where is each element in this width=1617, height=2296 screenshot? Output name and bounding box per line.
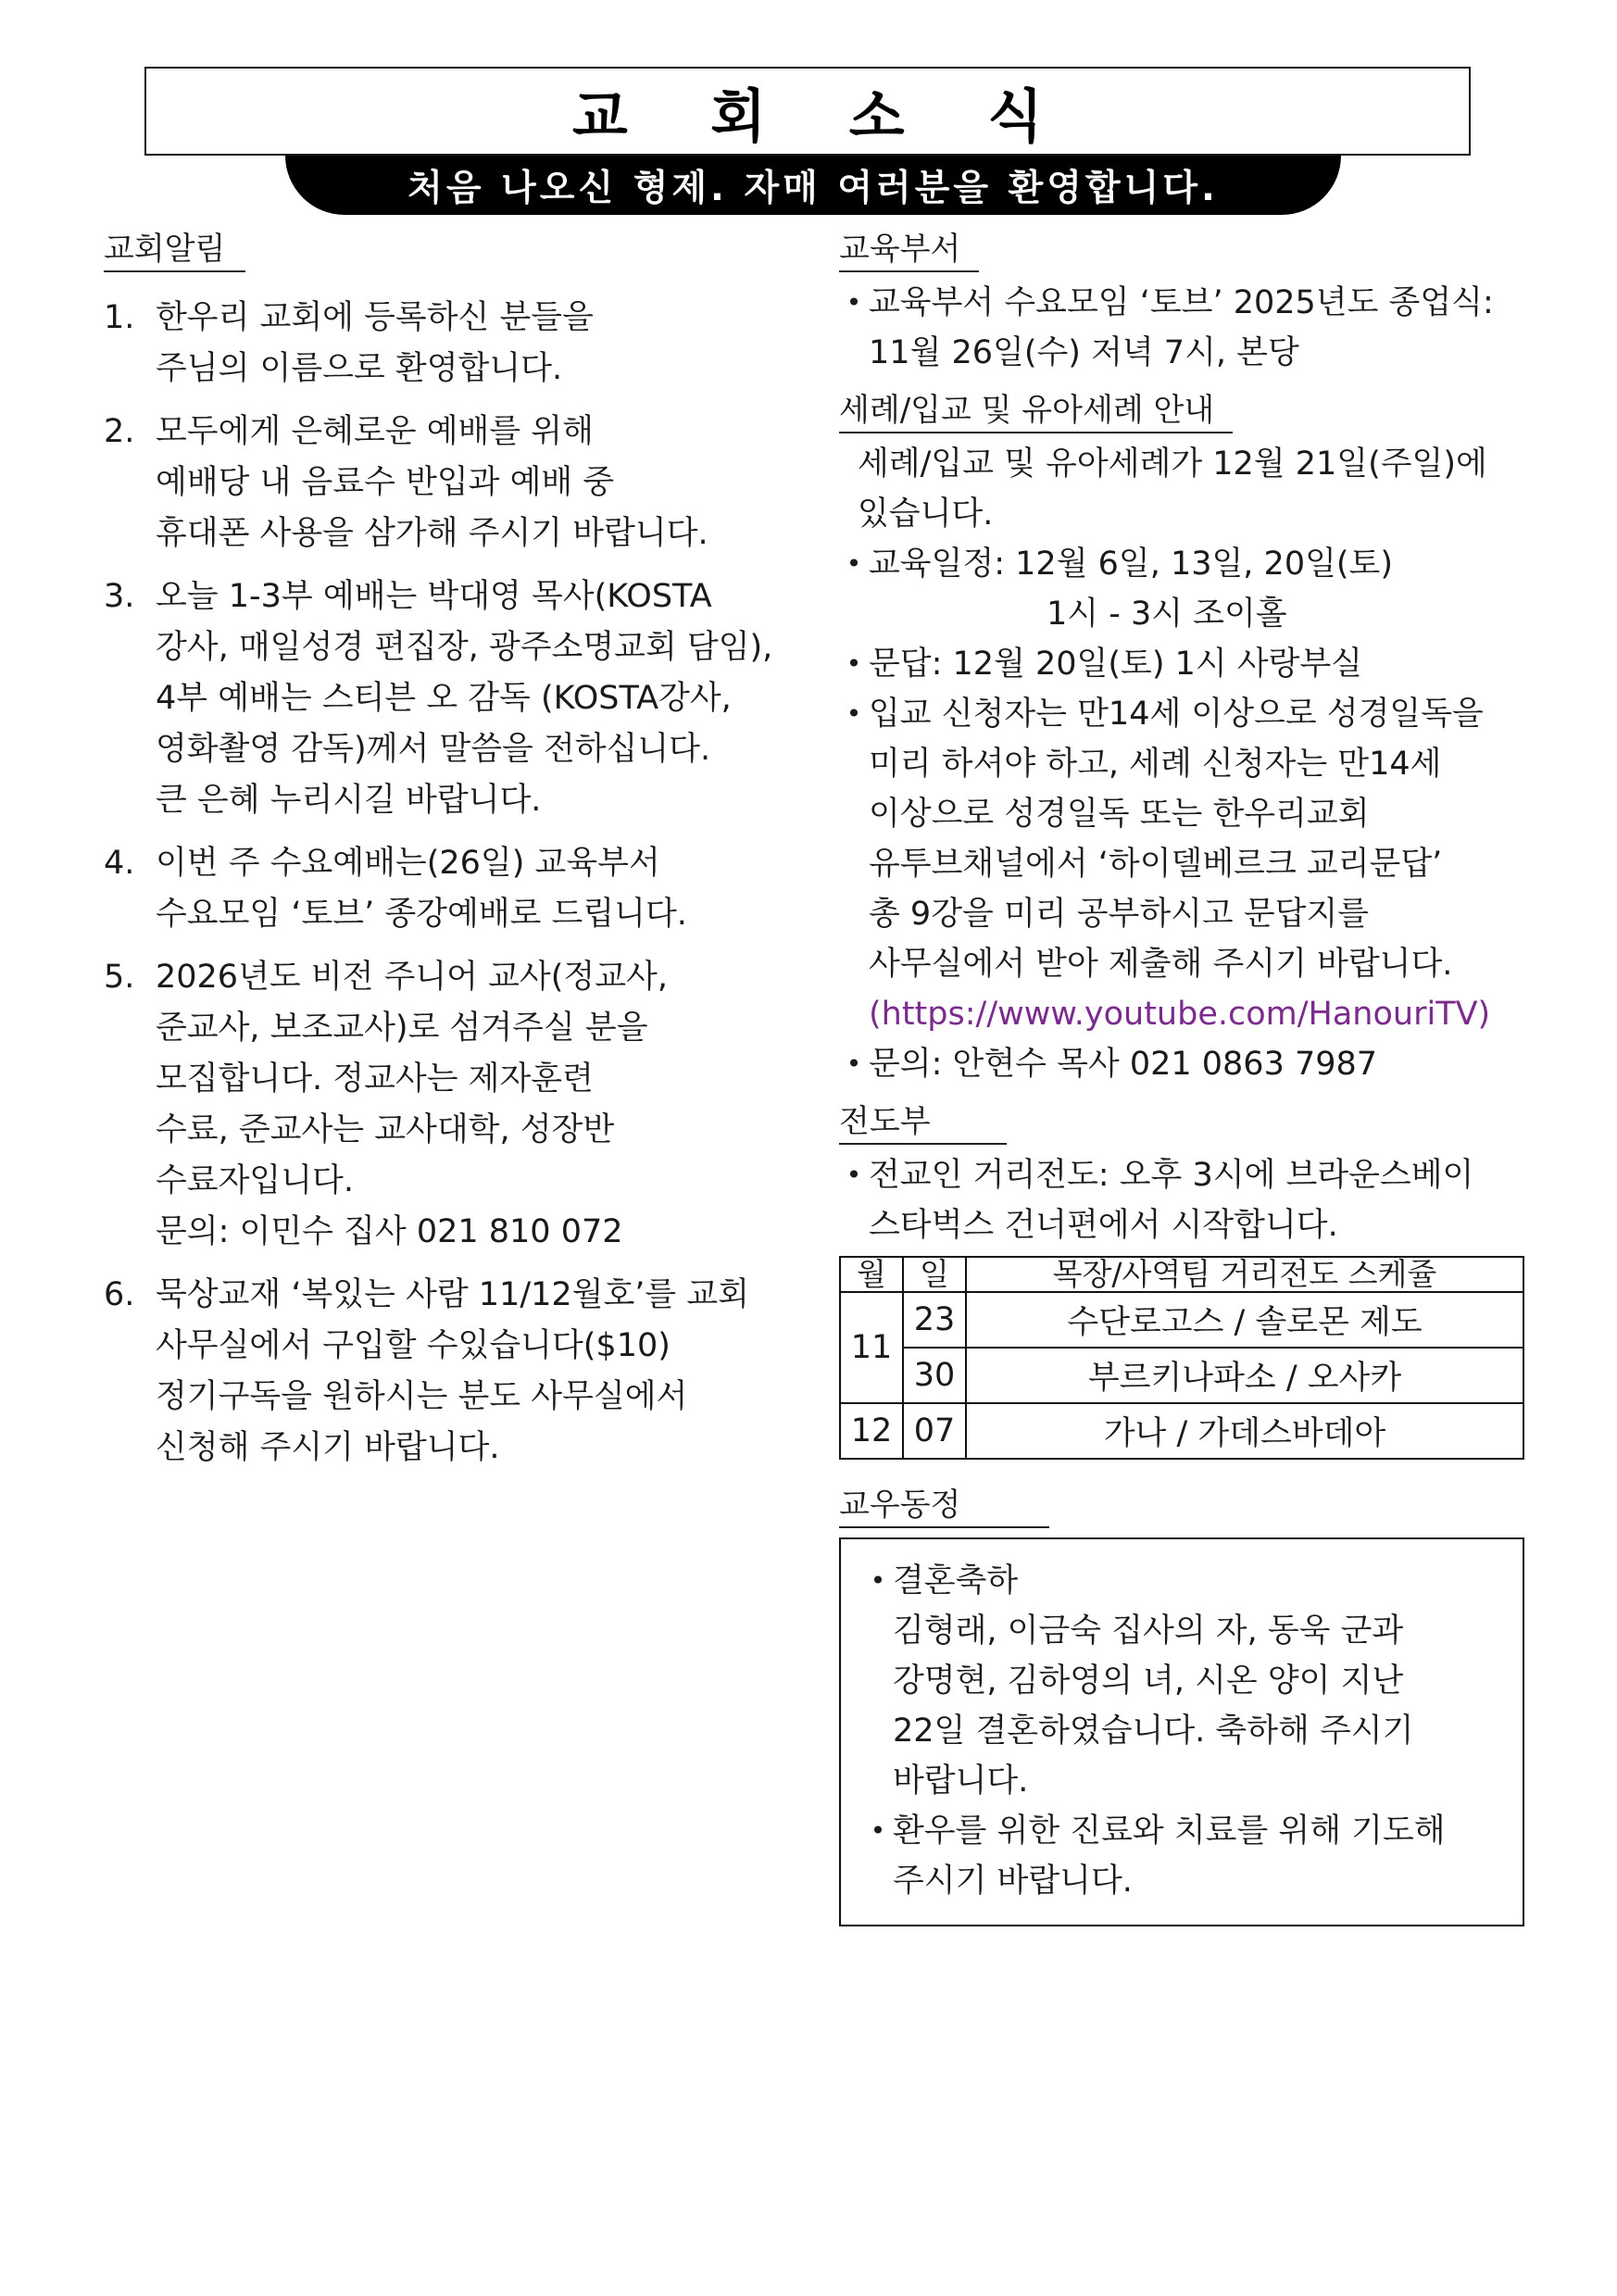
bullet-dot: • <box>846 287 862 318</box>
notice-text <box>156 838 808 940</box>
bullet-line: 전교인 거리전도: 오후 3시에 브라운스베이 <box>869 1157 1474 1194</box>
baptism-intro-line: 세례/입교 및 유아세례가 12월 21일(주일)에 <box>858 445 1487 483</box>
day-cell: 23 <box>903 1292 966 1348</box>
education-heading: 교육부서 <box>839 228 979 272</box>
wedding-line: 바랍니다. <box>893 1763 1029 1800</box>
notice-line: 2026년도 비전 주니어 교사(정교사, <box>156 959 668 996</box>
notice-line: 수료자입니다. <box>156 1162 354 1199</box>
baptism-qa <box>839 639 1524 689</box>
education-bullet <box>839 278 1524 378</box>
team-cell: 부르키나파소 / 오사카 <box>966 1348 1523 1403</box>
bullet-line: 11월 26일(수) 저녁 7시, 본당 <box>869 334 1299 371</box>
bullet-line: 스타벅스 건너편에서 시작합니다. <box>869 1207 1338 1244</box>
apply-line: 사무실에서 받아 제출해 주시기 바랍니다. <box>869 946 1453 983</box>
notice-line: 신청해 주시기 바랍니다. <box>156 1429 500 1466</box>
notice-line: 예배당 내 음료수 반입과 예배 중 <box>156 464 615 501</box>
baptism-schedule <box>839 539 1524 589</box>
notice-text <box>156 407 808 559</box>
table-row <box>840 1292 1523 1348</box>
notice-text <box>156 571 808 826</box>
notice-number: 6. <box>104 1276 135 1313</box>
baptism-intro-line: 있습니다. <box>858 496 994 533</box>
notice-line: 이번 주 수요예배는(26일) 교육부서 <box>156 845 660 882</box>
wedding-line: 김형래, 이금숙 집사의 자, 동욱 군과 <box>893 1612 1404 1650</box>
notice-line: 수료, 준교사는 교사대학, 성장반 <box>156 1111 615 1148</box>
notice-item <box>104 571 808 826</box>
bullet-dot: • <box>846 548 862 579</box>
notice-item <box>104 1270 808 1474</box>
wedding-bullet <box>863 1556 1504 1806</box>
table-row <box>840 1348 1523 1403</box>
baptism-contact <box>839 1039 1524 1089</box>
members-heading: 교우동정 <box>839 1484 1049 1528</box>
wedding-line: 강명현, 김하영의 녀, 시온 양이 지난 <box>893 1662 1404 1700</box>
table-header-row <box>840 1257 1523 1292</box>
day-cell: 30 <box>903 1348 966 1403</box>
bullet-dot: • <box>846 1160 862 1190</box>
prayer-line: 주시기 바랍니다. <box>893 1863 1133 1900</box>
header-team: 목장/사역팀 거리전도 스케쥴 <box>966 1257 1523 1292</box>
prayer-line: 환우를 위한 진료와 치료를 위해 기도해 <box>893 1813 1446 1850</box>
notice-number: 1. <box>104 299 135 336</box>
apply-line: 입교 신청자는 만14세 이상으로 성경일독을 <box>869 696 1484 733</box>
notice-line: 정기구독을 원하시는 분도 사무실에서 <box>156 1378 688 1415</box>
wedding-line: 22일 결혼하였습니다. 축하해 주시기 <box>893 1713 1414 1750</box>
qa-line: 문답: 12월 20일(토) 1시 사랑부실 <box>869 646 1363 683</box>
notice-text <box>156 293 808 395</box>
month-cell: 11 <box>840 1292 903 1403</box>
evangelism-schedule-table <box>839 1256 1524 1460</box>
apply-line: 미리 하셔야 하고, 세례 신청자는 만14세 <box>869 746 1442 783</box>
header-day: 일 <box>903 1257 966 1292</box>
notice-line: 모두에게 은혜로운 예배를 위해 <box>156 413 594 450</box>
notice-line: 휴대폰 사용을 삼가해 주시기 바랍니다. <box>156 515 708 552</box>
notices-heading: 교회알림 <box>104 228 245 272</box>
schedule-line: 교육일정: 12월 6일, 13일, 20일(토) <box>869 546 1394 583</box>
apply-line: 이상으로 성경일독 또는 한우리교회 <box>869 796 1370 833</box>
bullet-dot: • <box>846 1048 862 1079</box>
evangelism-heading: 전도부 <box>839 1100 1007 1145</box>
notice-line: 모집합니다. 정교사는 제자훈련 <box>156 1060 594 1098</box>
notice-number: 2. <box>104 413 135 450</box>
notice-line: 4부 예배는 스티븐 오 감독 (KOSTA강사, <box>156 680 732 717</box>
notice-line: 준교사, 보조교사)로 섬겨주실 분을 <box>156 1010 648 1047</box>
table-row <box>840 1403 1523 1459</box>
contact-line: 문의: 안현수 목사 021 0863 7987 <box>869 1046 1378 1083</box>
team-cell: 가나 / 가데스바데아 <box>966 1403 1523 1459</box>
notice-item <box>104 293 808 395</box>
notice-number: 4. <box>104 845 135 882</box>
team-cell: 수단로고스 / 솔로몬 제도 <box>966 1292 1523 1348</box>
notice-number: 3. <box>104 578 135 615</box>
notice-line: 강사, 매일성경 편집장, 광주소명교회 담임), <box>156 629 773 666</box>
notice-text <box>156 952 808 1258</box>
month-cell: 12 <box>840 1403 903 1459</box>
notice-number: 5. <box>104 959 135 996</box>
baptism-heading: 세례/입교 및 유아세례 안내 <box>839 389 1233 433</box>
notice-item <box>104 838 808 940</box>
prayer-bullet <box>863 1806 1504 1906</box>
notice-line: 사무실에서 구입할 수있습니다($10) <box>156 1327 671 1364</box>
title-box <box>144 67 1471 156</box>
schedule-time: 1시 - 3시 조이홀 <box>1047 596 1287 633</box>
notice-line: 한우리 교회에 등록하신 분들을 <box>156 299 594 336</box>
day-cell: 07 <box>903 1403 966 1459</box>
notice-text <box>156 1270 808 1474</box>
bullet-dot: • <box>846 698 862 729</box>
notice-line: 영화촬영 감독)께서 말씀을 전하십니다. <box>156 731 711 768</box>
bullet-line: 교육부서 수요모임 ‘토브’ 2025년도 종업식: <box>869 284 1494 321</box>
notice-line: 문의: 이민수 집사 021 810 072 <box>156 1213 623 1250</box>
notice-line: 주님의 이름으로 환영합니다. <box>156 350 563 387</box>
header-month: 월 <box>840 1257 903 1292</box>
notice-line: 큰 은혜 누리시길 바랍니다. <box>156 782 542 819</box>
notice-line: 오늘 1-3부 예배는 박대영 목사(KOSTA <box>156 578 712 615</box>
evangelism-bullet <box>839 1150 1524 1250</box>
notice-item <box>104 407 808 559</box>
bullet-dot: • <box>870 1565 886 1596</box>
notice-line: 묵상교재 ‘복있는 사람 11/12월호’를 교회 <box>156 1276 749 1313</box>
bullet-dot: • <box>870 1815 886 1846</box>
page-title: 교 회 소 식 <box>571 82 1075 150</box>
apply-line: 총 9강을 미리 공부하시고 문답지를 <box>869 896 1370 933</box>
right-column <box>839 228 1524 1926</box>
welcome-banner: 처음 나오신 형제. 자매 여러분을 환영합니다. <box>285 156 1341 215</box>
members-news-box <box>839 1537 1524 1926</box>
notice-line: 수요모임 ‘토브’ 종강예배로 드립니다. <box>156 896 687 933</box>
youtube-link[interactable]: (https://www.youtube.com/HanouriTV) <box>869 996 1491 1033</box>
baptism-apply <box>839 689 1524 1039</box>
bullet-dot: • <box>846 648 862 679</box>
church-notices-column <box>104 228 808 1486</box>
notice-item <box>104 952 808 1258</box>
wedding-title: 결혼축하 <box>893 1562 1019 1600</box>
apply-line: 유투브채널에서 ‘하이델베르크 교리문답’ <box>869 846 1443 883</box>
